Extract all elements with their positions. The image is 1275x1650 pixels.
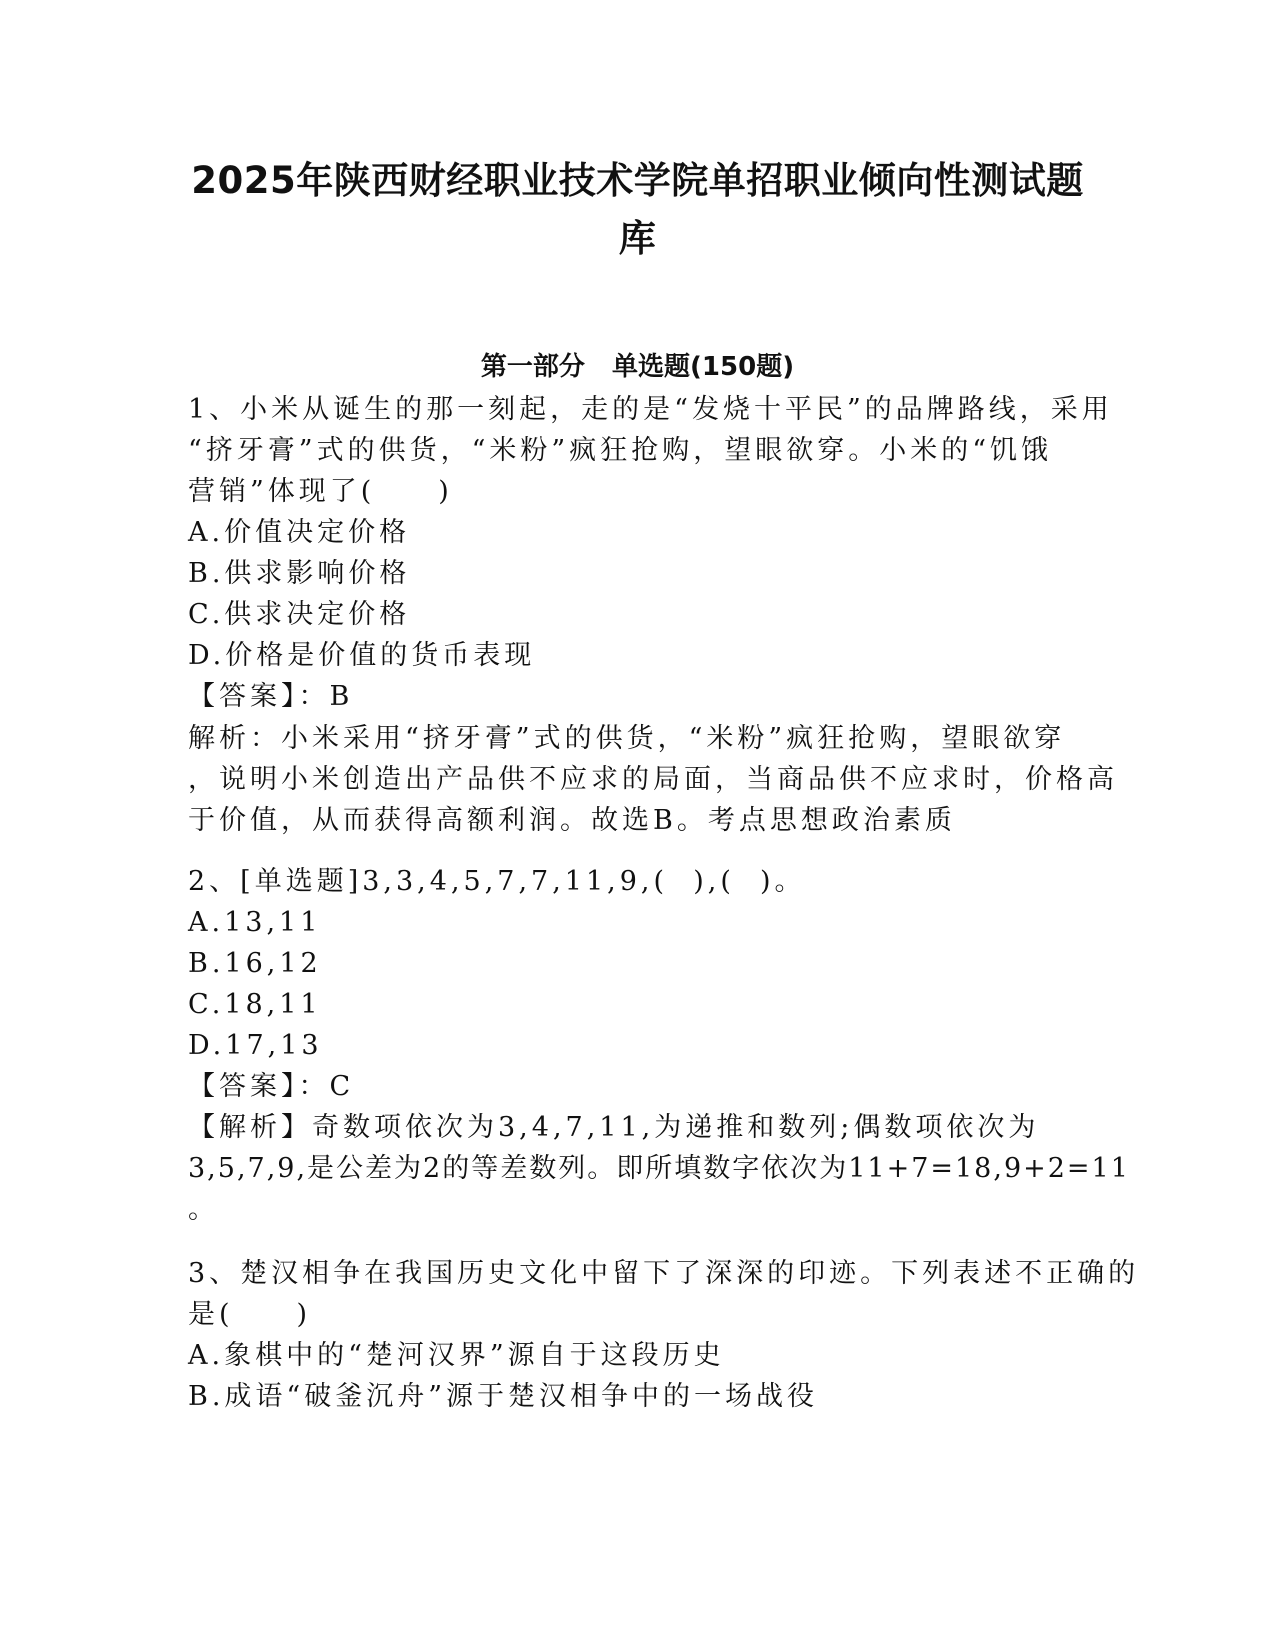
analysis-line: 解析：小米采用“挤牙膏”式的供货，“米粉”疯狂抢购，望眼欲穿	[188, 723, 1066, 754]
option-b: B.16,12	[188, 948, 322, 979]
option-d: D.17,13	[188, 1030, 323, 1061]
question-stem-line: 1、小米从诞生的那一刻起，走的是“发烧十平民”的品牌路线，采用	[188, 394, 1113, 425]
analysis-line: 3,5,7,9,是公差为2的等差数列。即所填数字依次为11+7=18,9+2=11	[188, 1153, 1130, 1184]
option-d: D.价格是价值的货币表现	[188, 640, 536, 671]
document-title-line-1: 2025年陕西财经职业技术学院单招职业倾向性测试题	[191, 159, 1084, 202]
option-a: A.象棋中的“楚河汉界”源自于这段历史	[188, 1340, 725, 1371]
answer-line: 【答案】：B	[188, 681, 354, 712]
option-b: B.供求影响价格	[188, 558, 411, 589]
analysis-line: 【解析】奇数项依次为3,4,7,11,为递推和数列;偶数项依次为	[188, 1112, 1040, 1143]
option-c: C.供求决定价格	[188, 599, 411, 630]
question-stem-line: 2、[单选题]3,3,4,5,7,7,11,9,( ),( )。	[188, 866, 806, 897]
question-stem-line: 是( )	[188, 1299, 311, 1330]
option-c: C.18,11	[188, 989, 322, 1020]
option-a: A.13,11	[188, 907, 322, 938]
option-b: B.成语“破釜沉舟”源于楚汉相争中的一场战役	[188, 1381, 819, 1412]
question-stem-line: 营销”体现了( )	[188, 476, 453, 507]
analysis-line: 于价值，从而获得高额利润。故选B。考点思想政治素质	[188, 805, 956, 836]
analysis-line: ，说明小米创造出产品供不应求的局面，当商品供不应求时，价格高	[188, 764, 1118, 795]
section-heading: 第一部分 单选题(150题)	[480, 352, 795, 382]
question-stem-line: “挤牙膏”式的供货，“米粉”疯狂抢购，望眼欲穿。小米的“饥饿	[188, 435, 1053, 466]
option-a: A.价值决定价格	[188, 517, 411, 548]
document-title-line-2: 库	[618, 217, 657, 260]
answer-line: 【答案】：C	[188, 1071, 355, 1102]
question-stem-line: 3、楚汉相争在我国历史文化中留下了深深的印迹。下列表述不正确的	[188, 1258, 1140, 1289]
analysis-line: 。	[188, 1194, 219, 1225]
